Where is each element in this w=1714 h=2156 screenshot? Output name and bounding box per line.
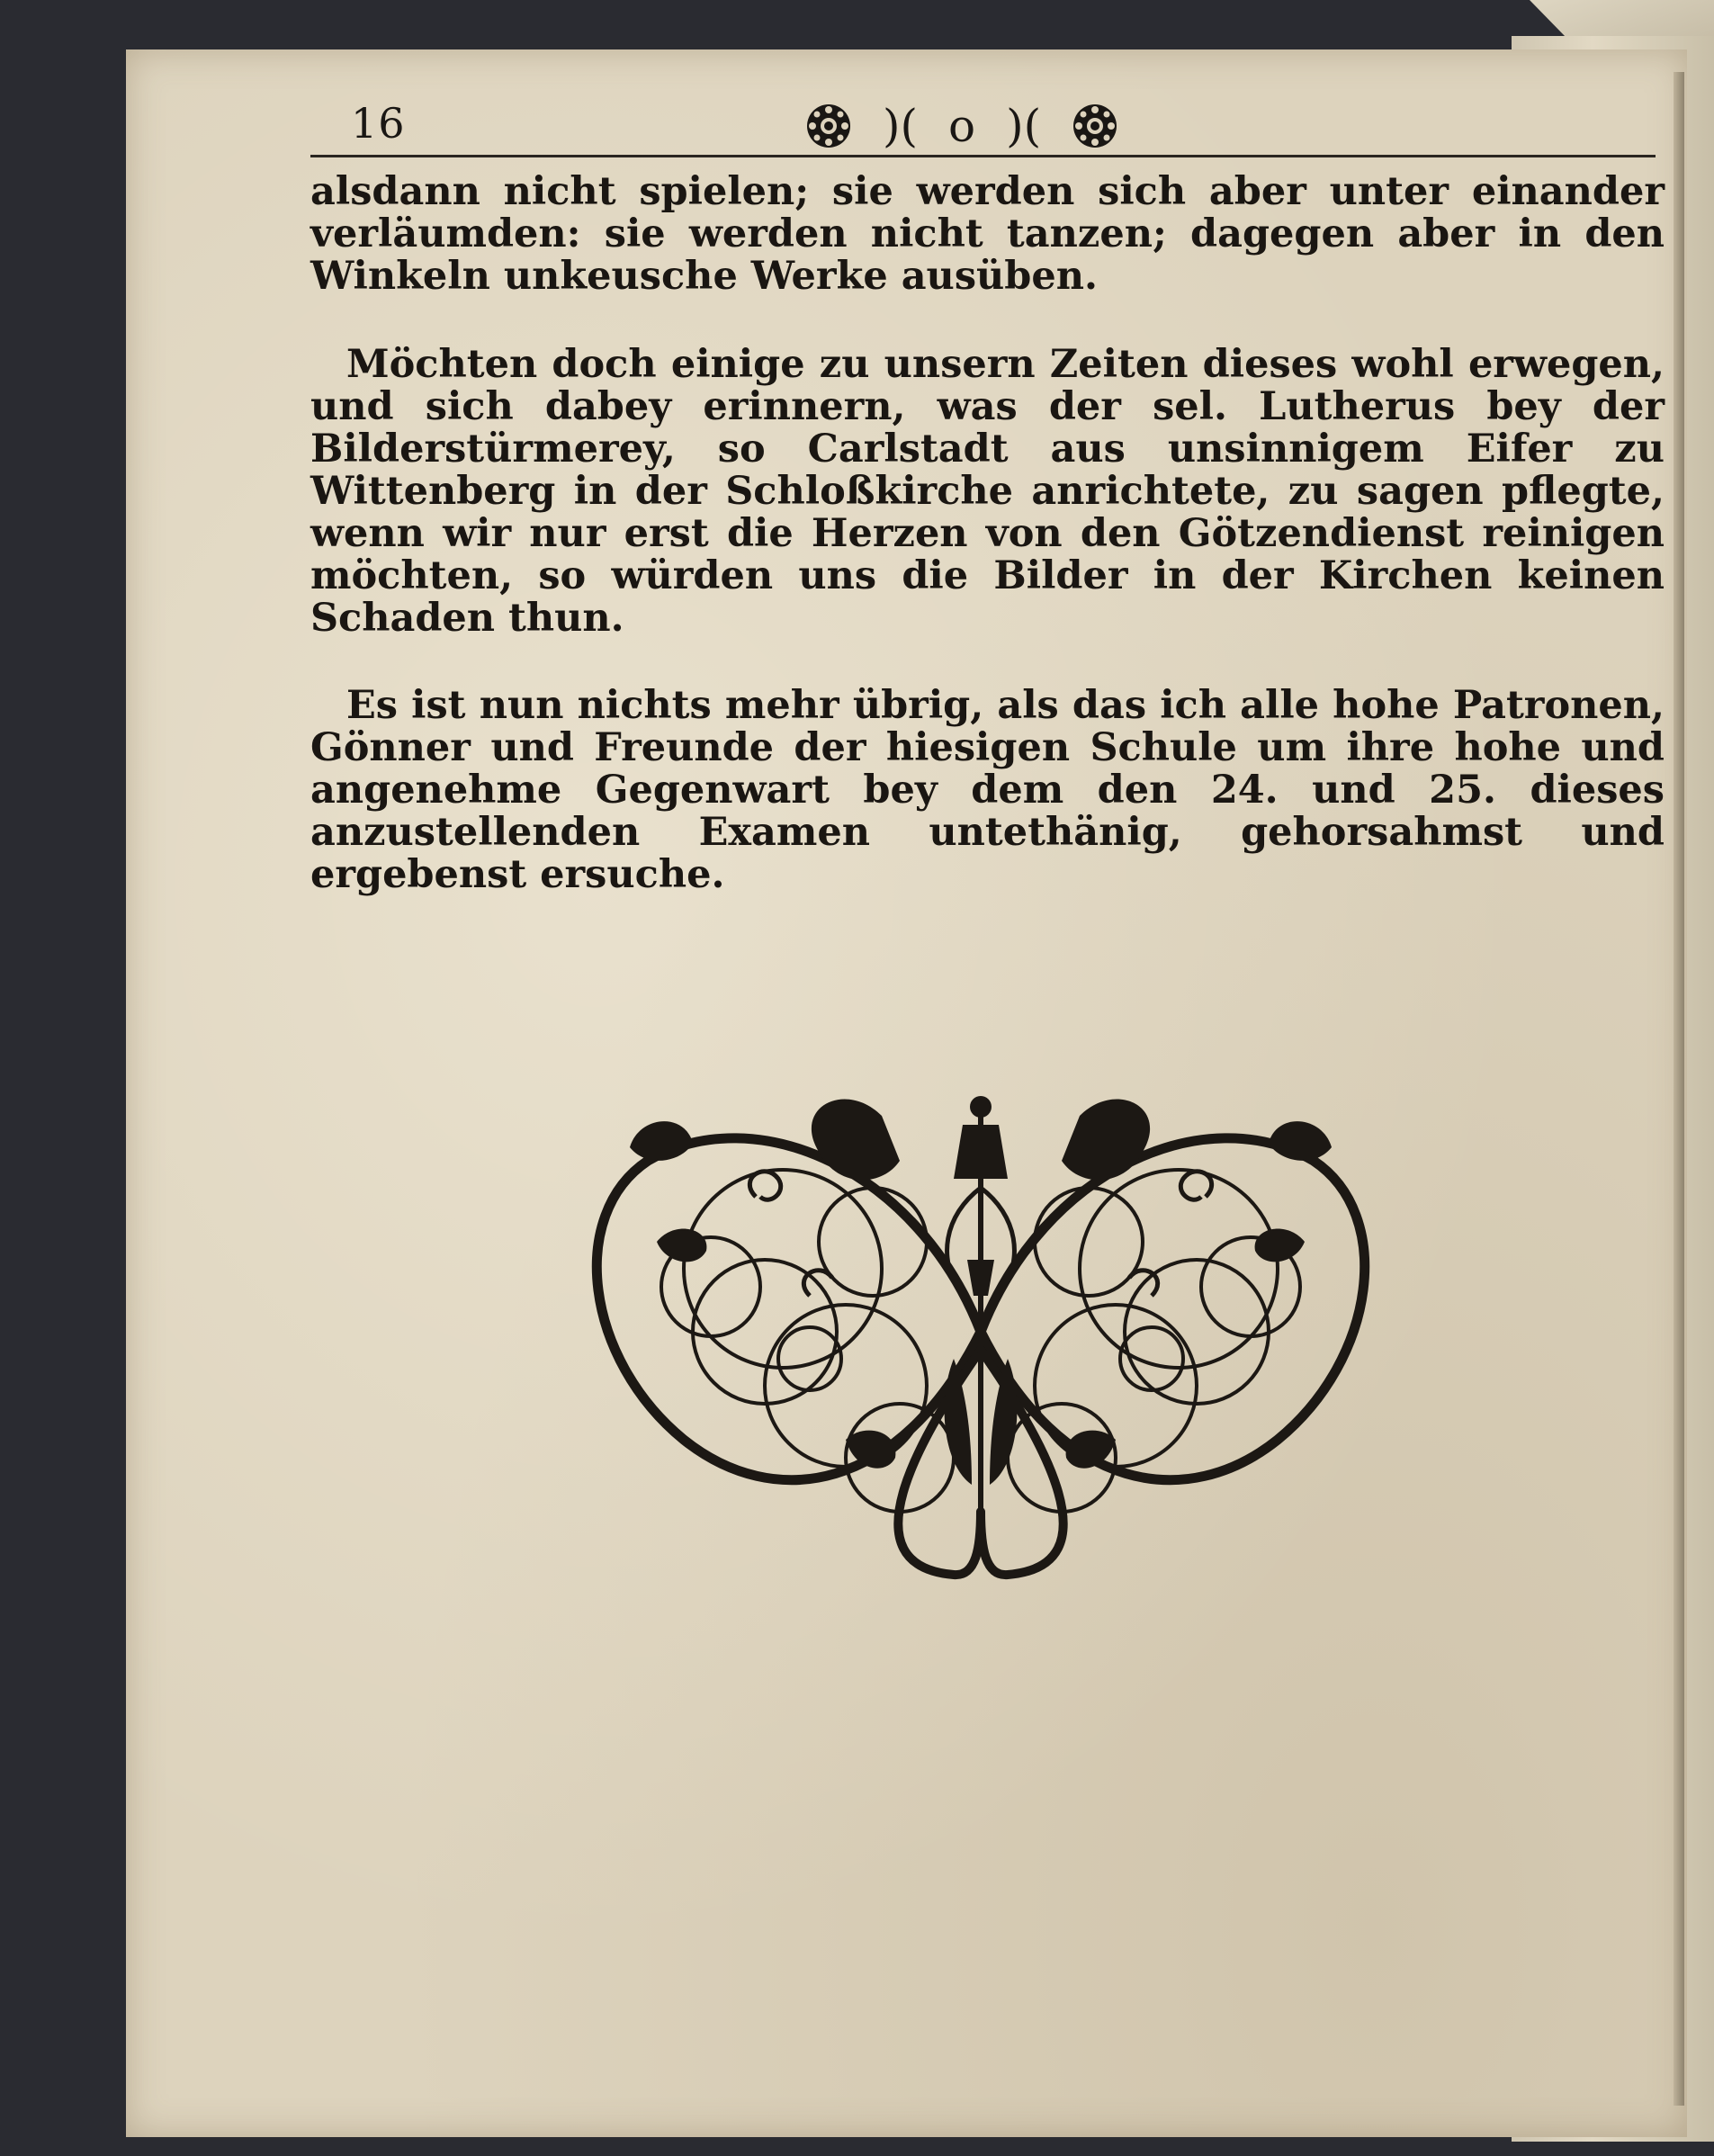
header-ornament [805, 99, 1118, 153]
rosette-icon [1072, 103, 1118, 149]
rosette-icon [805, 103, 852, 149]
page-number: 16 [351, 99, 406, 148]
ornament-circle: o [948, 100, 976, 152]
header-rule [310, 155, 1656, 157]
page-edge-shadow [1674, 72, 1684, 2106]
paragraph-1: alsdann nicht spielen; sie werden sich aber unter einander verläumden: sie werden nicht tanzen; dagegen aber in den Winkeln unkeusche Werke ausüben. [310, 169, 1665, 299]
paragraph-3: Es ist nun nichts mehr übrig, als das ich alle hohe Patronen, Gönner und Freunde der hiesigen Schule um ihre hohe und angenehme Gegenwart bey dem den 24. und 25. dieses anzustellenden Examen untethänig, gehorsahmst und ergebenst ersuche. [310, 683, 1665, 897]
running-header [310, 99, 1660, 162]
body-text [310, 171, 1665, 896]
butterfly-scroll-vignette-icon [576, 1062, 1386, 1584]
ornament-bracket: )( [883, 100, 919, 152]
ornament-bracket: )( [1006, 100, 1042, 152]
paragraph-2: Möchten doch einige zu unsern Zeiten dieses wohl erwegen, und sich dabey erinnern, was der sel. Lutherus bey der Bilderstürmerey, so Carlstadt aus unsinnigem Eifer zu Wittenberg in der Schloßkirche anrichtete, zu sagen pflegte, wenn wir nur erst die Herzen von den Götzendienst reinigen möchten, so würden uns die Bilder in der Kirchen keinen Schaden thun. [310, 342, 1665, 641]
